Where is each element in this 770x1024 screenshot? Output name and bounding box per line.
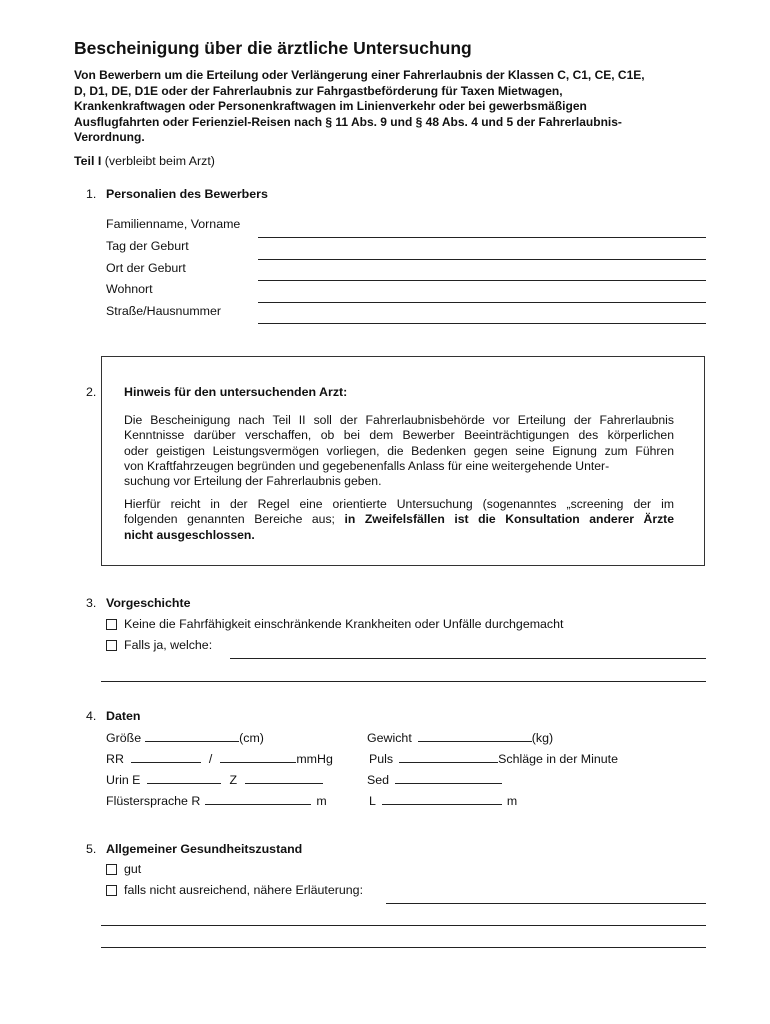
if-yes-checkbox[interactable] [106, 640, 117, 651]
notice-bold-text: nicht ausgeschlossen. [124, 527, 255, 542]
birthplace-input-line[interactable] [258, 280, 706, 281]
notice-paragraph-2 [124, 497, 674, 543]
no-illness-label: Keine die Fahrfähigkeit einschränkende Krankheiten oder Unfälle durchgemacht [124, 617, 564, 631]
urine-e-label: Urin E [106, 773, 141, 787]
health-details-line-2[interactable] [101, 925, 706, 926]
if-yes-label: Falls ja, welche: [124, 638, 213, 652]
intro-line: Krankenkraftwagen oder Personenkraftwagen im Linienverkehr oder bei gewerbsmäßigen [74, 99, 587, 113]
intro-line: Ausflugfahrten oder Ferienziel-Reisen nach § 11 Abs. 9 und § 48 Abs. 4 und 5 der Fahrerlaubnis- [74, 114, 622, 129]
illness-details-line[interactable] [230, 658, 706, 659]
urine-e-input-line[interactable] [147, 772, 221, 784]
document-title: Bescheinigung über die ärztliche Untersuchung [74, 38, 472, 58]
weight-unit: (kg) [531, 731, 554, 745]
size-label: Größe [106, 731, 142, 745]
intro-line: Verordnung. [74, 130, 145, 144]
whisper-left-label: L [369, 794, 376, 808]
urine-z-input-line[interactable] [245, 772, 323, 784]
health-insufficient-label: falls nicht ausreichend, nähere Erläuterung: [124, 883, 364, 897]
weight-input-line[interactable] [418, 730, 532, 742]
notice-normal-text: folgenden genannten Bereiche aus; [124, 512, 335, 527]
pulse-label: Puls [369, 752, 394, 766]
field-label-name: Familienname, Vorname [106, 217, 241, 231]
section1-heading: Personalien des Bewerbers [106, 187, 268, 201]
notice-line: Die Bescheinigung nach Teil II soll der Fahrerlaubnisbehörde vor Erteilung der Fahrerlaubnis [124, 413, 674, 427]
rr-label: RR [106, 752, 124, 766]
part-heading [74, 154, 215, 168]
whisper-right-unit: m [316, 794, 327, 808]
section4-heading: Daten [106, 709, 141, 723]
notice-line [124, 512, 674, 527]
notice-line: Hierfür reicht in der Regel eine orientierte Untersuchung (sogenanntes „screening der im [124, 497, 674, 511]
health-good-label: gut [124, 862, 142, 876]
size-input-line[interactable] [145, 730, 239, 742]
sed-field [367, 772, 502, 787]
health-good-checkbox[interactable] [106, 864, 117, 875]
field-label-street: Straße/Hausnummer [106, 304, 221, 318]
section2-heading: Hinweis für den untersuchenden Arzt: [124, 385, 348, 399]
size-unit: (cm) [239, 731, 264, 745]
notice-paragraph-1 [124, 413, 674, 489]
rr-unit: mmHg [296, 752, 333, 766]
intro-line: D, D1, DE, D1E oder der Fahrerlaubnis zur Fahrgastbeförderung für Taxen Mietwagen, [74, 83, 563, 98]
sed-input-line[interactable] [395, 772, 502, 784]
notice-line: Kenntnisse darüber verschaffen, ob bei dem Bewerber Beeinträchtigungen des körperlichen [124, 428, 674, 443]
document-intro [74, 68, 704, 146]
residence-input-line[interactable] [258, 302, 706, 303]
health-details-line[interactable] [386, 903, 706, 904]
whisper-left-input-line[interactable] [382, 793, 502, 805]
section3-number: 3. [86, 596, 97, 610]
rr-separator: / [208, 752, 213, 766]
weight-field [367, 730, 553, 745]
part-note: (verbleibt beim Arzt) [104, 154, 215, 168]
whisper-left-unit: m [506, 794, 518, 808]
field-label-birthplace: Ort der Geburt [106, 261, 186, 275]
section2-number: 2. [86, 385, 97, 399]
urine-field [106, 772, 323, 787]
urine-z-label: Z [229, 773, 238, 787]
part-label: Teil I [74, 154, 102, 168]
health-insufficient-checkbox[interactable] [106, 885, 117, 896]
section3-heading: Vorgeschichte [106, 596, 191, 610]
size-field [106, 730, 264, 745]
notice-bold-text: in Zweifelsfällen ist die Konsultation anderer Ärzte [344, 512, 674, 527]
rr-systolic-input-line[interactable] [131, 751, 201, 763]
rr-diastolic-input-line[interactable] [220, 751, 296, 763]
notice-line: oder geistigen Leistungsvermögen vorliegen, die Bedenken gegen seine Eignung zum Führen [124, 443, 674, 458]
section1-number: 1. [86, 187, 97, 201]
whisper-left-field [369, 793, 517, 808]
notice-line: suchung vor Erteilung der Fahrerlaubnis geben. [124, 474, 382, 489]
section5-heading: Allgemeiner Gesundheitszustand [106, 842, 303, 856]
section5-number: 5. [86, 842, 97, 856]
field-label-residence: Wohnort [106, 282, 153, 296]
pulse-unit: Schläge in der Minute [498, 752, 618, 766]
pulse-field [369, 751, 618, 766]
sed-label: Sed [367, 773, 390, 787]
section4-number: 4. [86, 709, 97, 723]
no-illness-checkbox[interactable] [106, 619, 117, 630]
whisper-right-input-line[interactable] [205, 793, 311, 805]
intro-line: Von Bewerbern um die Erteilung oder Verlängerung einer Fahrerlaubnis der Klassen C, C1, CE, C1E, [74, 68, 645, 82]
name-input-line[interactable] [258, 237, 706, 238]
street-input-line[interactable] [258, 323, 706, 324]
whisper-right-label: Flüstersprache R [106, 794, 201, 808]
illness-details-line-2[interactable] [101, 681, 706, 682]
pulse-input-line[interactable] [399, 751, 498, 763]
weight-label: Gewicht [367, 731, 412, 745]
birthdate-input-line[interactable] [258, 259, 706, 260]
whisper-right-field [106, 793, 327, 808]
field-label-birthdate: Tag der Geburt [106, 239, 189, 253]
health-details-line-3[interactable] [101, 947, 706, 948]
notice-line: von Kraftfahrzeugen begründen und gegebenenfalls Anlass für eine weitergehende Unter- [124, 458, 610, 473]
blood-pressure-field [106, 751, 333, 766]
